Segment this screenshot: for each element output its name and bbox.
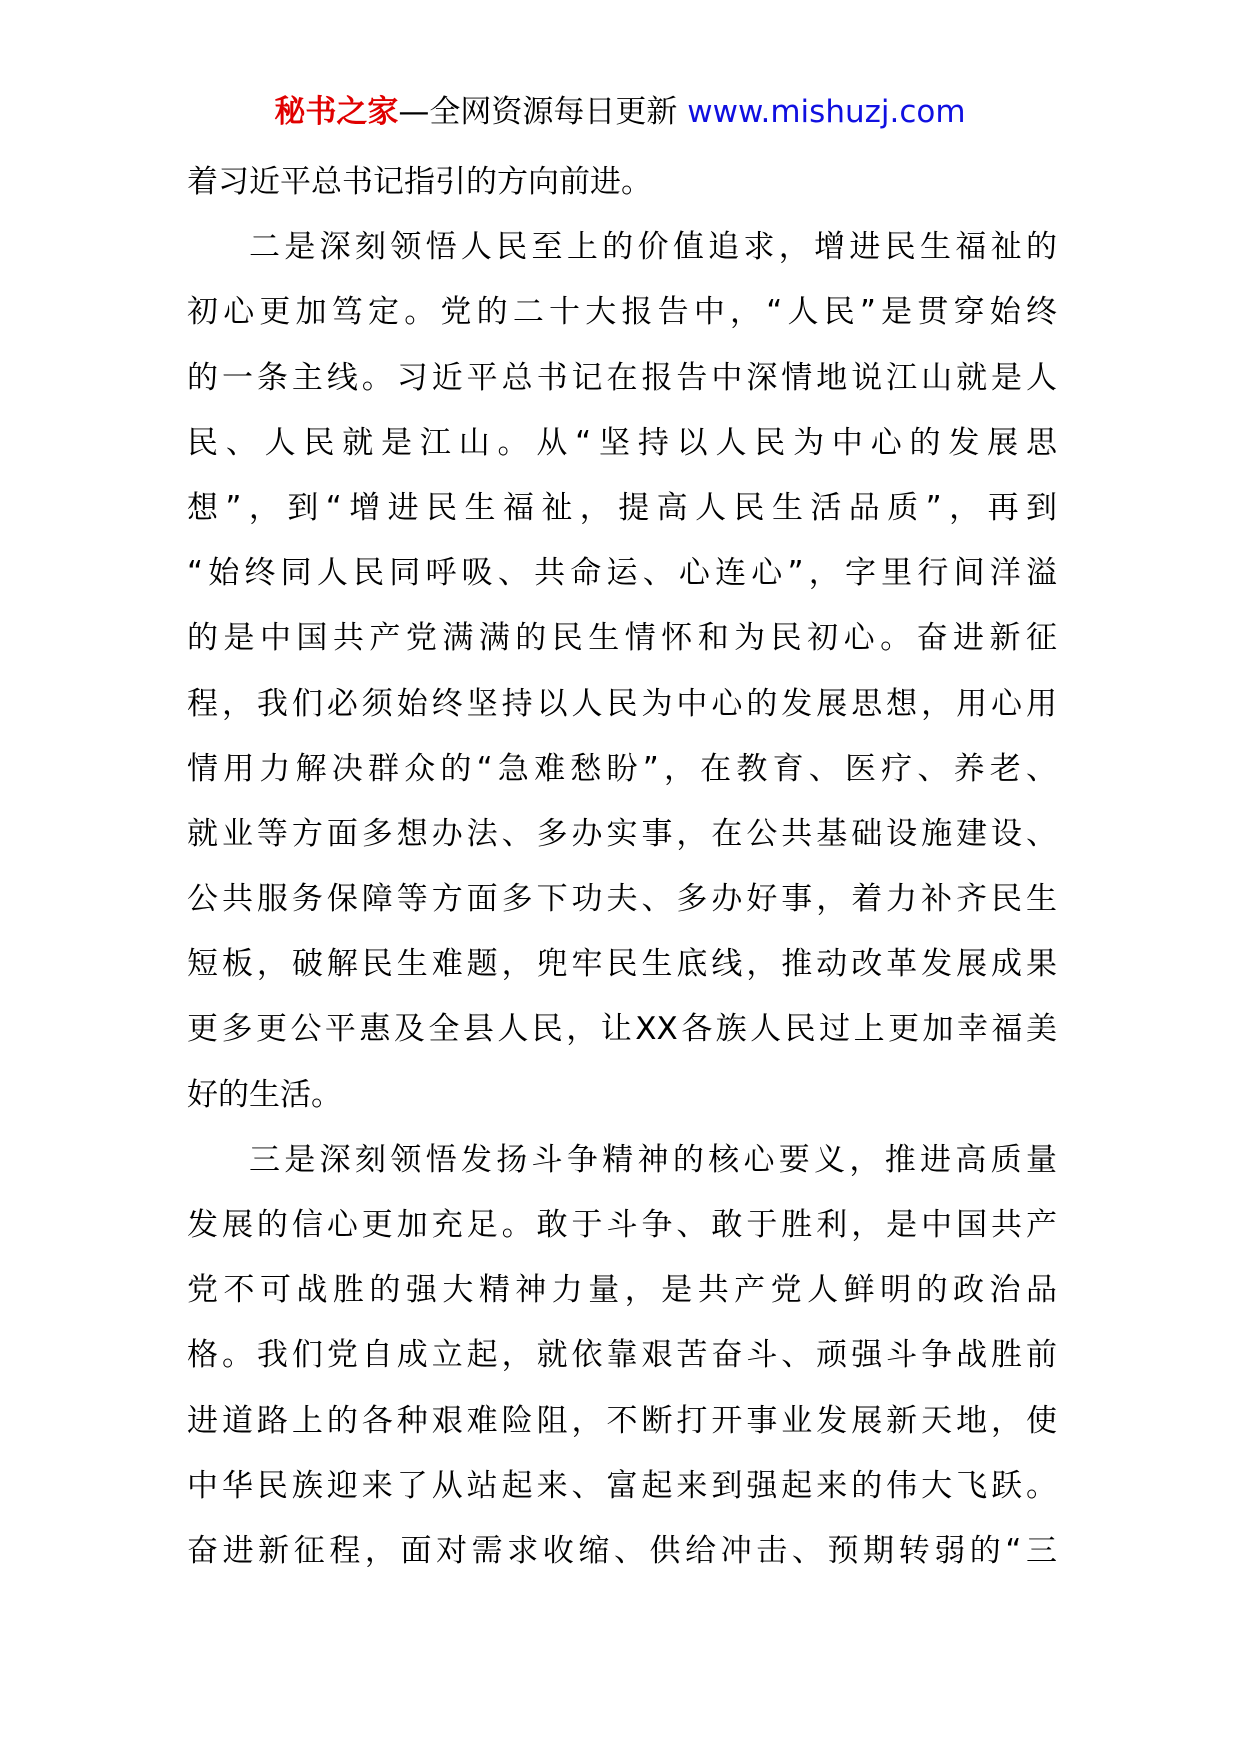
text-line: 情用力解决群众的“急难愁盼”，在教育、医疗、养老、	[187, 750, 1057, 787]
text-line: 初心更加笃定。党的二十大报告中，“人民”是贯穿始终	[187, 294, 1057, 331]
text-line: 好的生活。	[187, 1076, 342, 1113]
text-line: 的是中国共产党满满的民生情怀和为民初心。奋进新征	[187, 620, 1057, 657]
text-line: 着习近平总书记指引的方向前进。	[187, 164, 652, 200]
text-line: 党不可战胜的强大精神力量，是共产党人鲜明的政治品	[187, 1272, 1057, 1309]
text-line: 二是深刻领悟人民至上的价值追求，增进民生福祉的	[249, 229, 1057, 266]
text-line: 三是深刻领悟发扬斗争精神的核心要义，推进高质量	[249, 1141, 1057, 1178]
text-line: 公共服务保障等方面多下功夫、多办好事，着力补齐民生	[187, 881, 1057, 918]
text-line: “始终同人民同呼吸、共命运、心连心”，字里行间洋溢	[187, 555, 1057, 592]
text-line: 短板，破解民生难题，兜牢民生底线，推动改革发展成果	[187, 946, 1057, 983]
text-line: 进道路上的各种艰难险阻，不断打开事业发展新天地，使	[187, 1402, 1057, 1439]
site-brand: 秘书之家	[274, 94, 399, 130]
text-line: 发展的信心更加充足。敢于斗争、敢于胜利，是中国共产	[187, 1207, 1057, 1243]
site-header	[0, 92, 1240, 132]
site-slogan: —全网资源每日更新	[398, 94, 678, 130]
text-line: 程，我们必须始终坚持以人民为中心的发展思想，用心用	[187, 685, 1057, 722]
text-line: 就业等方面多想办法、多办实事，在公共基础设施建设、	[187, 815, 1057, 852]
text-line: 更多更公平惠及全县人民，让XX各族人民过上更加幸福美	[187, 1011, 1057, 1048]
text-line: 中华民族迎来了从站起来、富起来到强起来的伟大飞跃。	[187, 1467, 1057, 1504]
text-line: 格。我们党自成立起，就依靠艰苦奋斗、顽强斗争战胜前	[187, 1337, 1057, 1374]
site-url-link[interactable]: www.mishuzj.com	[687, 94, 966, 130]
text-line: 奋进新征程，面对需求收缩、供给冲击、预期转弱的“三	[187, 1532, 1057, 1569]
text-line: 想”，到“增进民生福祉，提高人民生活品质”，再到	[187, 489, 1057, 526]
text-line: 民、人民就是江山。从“坚持以人民为中心的发展思	[187, 424, 1057, 461]
text-line: 的一条主线。习近平总书记在报告中深情地说江山就是人	[187, 359, 1057, 396]
document-body	[187, 150, 1057, 1584]
